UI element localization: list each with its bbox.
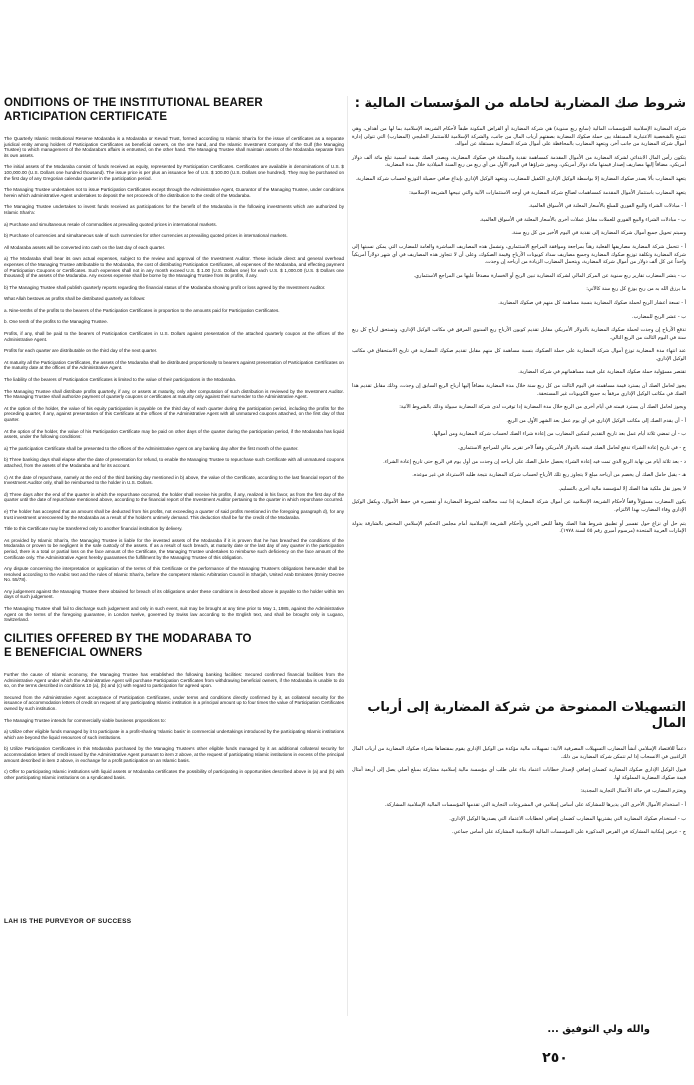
arabic-paragraph: هـ - يقبل حامل الصك أن يخصم من أرباحه مبلغ لا يتجاوز ربع تلك الأرباح لحساب شركة المضاربة نتيجة طلبه الاسترداد في غير موعده. bbox=[412, 472, 686, 479]
english-facilities-body bbox=[4, 672, 344, 780]
arabic-facilities-title: التسهيلات الممنوحة من شركة المضاربة إلى أرباب المال bbox=[367, 700, 686, 731]
arabic-paragraph: ويجوز لحامل الصك أن يسترد قيمته في أيام أخرى من الربع خلال مدة المضاربة إذا توفرت لدى شركة المضاربة سيولة وذلك بالشروط الآتية: bbox=[399, 404, 686, 411]
english-facilities-paragraph: The Managing Trustee intends for commercially viable business propositions to: bbox=[4, 717, 166, 723]
arabic-paragraph: يتكون رأس المال الابتدائي لشركة المضاربة من الأموال المقدمة كمساهمة نقدية والممثلة في صكوك المضاربة، ويصدر الصك بقيمة اسمية تبلغ مائة ألف دولار أمريكي، مضافاً إليها مصاريف إصدار قيمتها مائة دولار أمريكي، ويجوز شراؤها في اليوم الأول من أي ربع من ربع السنة الميلادية خلال مدة المضاربة. bbox=[352, 154, 686, 169]
english-facilities-paragraph: b) Utilize Participation Certificates in this Modaraba purchased by the Managing Trustee's other eligible funds managed by it as additional collateral security for accommodation letters of credit issued by the Administrative Agent pursuant to item 2 above, at the request of participating Islamic institutions in excess of the principal amount described in item 2 above, in exchange for a profit participation on an Islamic basis. bbox=[4, 746, 344, 763]
arabic-paragraph: أ - مبادلات الشراء والبيع الفوري للسلع بالأسعار المعلنة في الأسواق العالمية. bbox=[528, 203, 686, 210]
arabic-paragraph: يتم حل أي نزاع حول تفسير أو تطبيق شروط هذا الصك وفقاً للنص العربي وأحكام الشريعة الإسلامية أمام مجلس التحكيم الإسلامي المختص بالشارقة بدولة الإمارات العربية المتحدة (مرسوم أميري رقم ٥٥ لسنة ١٩٧٨). bbox=[352, 520, 686, 535]
english-paragraph: The initial assets of the Modaraba consist of funds received as equity, represented by Participation Certificates. Certificates are available in denominations of U.S. $ 100,000.00 (U.S. Dollars one hundred thousand). The issue price is per plus an issuance fee of U.S. $ 100.00 (U.S. Dollars one hundred). They may be purchased on the first day of any Gregorian calendar quarter in the participation period. bbox=[4, 164, 344, 181]
english-paragraph: e) The holder has accepted that an amount shall be deducted from his profits, not exceeding a quarter of said profits mentioned in the foregoing paragraph d), for any trust investment unrecovered by the Modaraba as a result of the holder's untimely demand. This deduction shall be for the credit of the Modaraba. bbox=[4, 508, 344, 520]
page-number: ٢٥٠ bbox=[542, 1050, 568, 1066]
english-paragraph: a. Nine-tenths of the profits to the bearers of the Participation Certificates in proportion to the amounts paid for Participation Certificates. bbox=[4, 307, 280, 313]
english-facilities-title-line-1: CILITIES OFFERED BY THE MODARABA TO bbox=[4, 633, 252, 645]
english-paragraph: Profits, if any, shall be paid to the bearers of Participation Certificates in U.S. Dollars against presentation of the attached quarterly coupon at the offices of the Administrative Agent. bbox=[4, 331, 344, 342]
english-facilities-paragraph: a) Utilize other eligible funds managed by it to participate in a profit-sharing 'Islamic basis' in commercial undertakings introduced by the participating Islamic institutions which are beyond the liquid resources of such institutions. bbox=[4, 729, 344, 740]
english-conditions-body bbox=[4, 136, 344, 623]
arabic-paragraph: وسيتم تحويل جميع أموال شركة المضاربة إلى نقدية في اليوم الأخير من كل ربع سنة. bbox=[511, 230, 686, 237]
english-paragraph: All Modaraba assets will be converted into cash on the last day of each quarter. bbox=[4, 244, 166, 250]
english-paragraph: The liability of the bearers of Participation Certificates is limited to the value of their participations in the Modaraba. bbox=[4, 377, 237, 383]
english-paragraph: At the option of the holder, the value of his Participation Certificate may be paid on other days of the quarter during the participation period, if the Modaraba has liquid assets, under the following conditions: bbox=[4, 428, 344, 440]
arabic-paragraph: ب - أن تمضي ثلاثة أيام عمل بعد تاريخ التقديم لتمكين المضارب من إعادة شراء الصك لحساب شركة المضاربة ومن أموالها. bbox=[432, 431, 686, 438]
english-paragraph: b) The Managing Trustee shall publish quarterly reports regarding the financial status of the Modaraba showing profit or loss agreed by the Investment Auditor. bbox=[4, 284, 326, 290]
arabic-paragraph: يتعهد المضارب باستثمار الأموال المقدمة كمساهمات لصالح شركة المضاربة في أوجه الاستثمارات الآتية والتي تبيحها الشريعة الإسلامية: bbox=[409, 189, 686, 196]
english-paragraph: As provided by Islamic Shari'a, the Managing Trustee is liable for the invested assets of the Modaraba if it is proven that he has breached the conditions of the Modaraba or proven to be negligent in the safe custody of the assets. If as a result of such breach, at maturity date or the last day of any quarter in the participation period, there is a total or partial loss on the face amount of the Certificate, the Managing Trustee undertakes to reimburse such deficiency on the face amount of the Certificate only. The Administrative Agent hereby guarantees the fulfillment by the Managing Trustee of this obligation. bbox=[4, 537, 344, 560]
arabic-paragraph: ما يرزق الله به من ربح يوزع كل ربع سنة كالآتي: bbox=[586, 286, 686, 293]
arabic-paragraph: أ - تتحمل شركة المضاربة مصاريفها الفعلية رهناً بمراجعة وموافقة المراجع الاستثماري، وتشمل هذه المصاريف المباشرة والعامة للمضارب التي يمكن نسبتها إلى شركة المضاربة وتكلفة توزيع صكوك المضاربة وجميع مصاريف سداد كوبونات الأرباح وقيمة الصكوك، وعلى أن لا تتجاوز هذه المصاريف في أي شهر دولاراً أمريكياً واحداً عن كل ألف دولار من أموال شركة المضاربة، ويتحمل المضارب الزيادة من أرباحه إن وجدت. bbox=[352, 243, 686, 266]
english-title bbox=[4, 96, 344, 124]
arabic-paragraph: يجوز لحامل الصك أن يسترد قيمة مساهمته في اليوم الثالث من كل ربع سنة خلال مدة المضاربة مضافاً إليها أرباح الربع السابق إن وجدت، وذلك مقابل تقديم هذا الصك في مكاتب الوكيل الإداري مرفقاً به جميع الكوبونات غير المستحقة. bbox=[352, 383, 686, 397]
arabic-conditions-column bbox=[352, 96, 686, 542]
arabic-facilities-paragraph: ج - عرض إمكانية المشاركة في الفرص المذكورة على المؤسسات المالية الإسلامية المشاركة على أساس جماعي. bbox=[452, 829, 686, 836]
arabic-paragraph: يتعهد المضارب بألا يصدر صكوك المضاربة إلا بواسطة الوكيل الإداري الكفيل للمضارب، ويتعهد الوكيل الإداري بإيداع صافي حصيلة التوزيع لحساب شركة المضاربة. bbox=[355, 175, 686, 182]
arabic-facilities-paragraph: قبول الوكيل الإداري صكوك المضاربة كضمان إضافي لإصدار خطابات اعتماد بناء على طلب أي مؤسسة مالية إسلامية مشاركة بمبلغ أصلي يصل إلى أربعة أمثال قيمة صكوك المضاربة المملوكة لها. bbox=[352, 767, 686, 781]
english-paragraph: b) Purchase of currencies and simultaneous sale of such currencies for other currencies at prevailing quoted prices in international markets. bbox=[4, 233, 288, 239]
arabic-paragraph: ج - في تاريخ إعادة الشراء تدفع لحامل الصك قيمته بالدولار الأمريكي وفقاً لآخر تقرير مالي للمراجع الاستثماري. bbox=[457, 445, 686, 452]
english-paragraph: c) At the date of repurchase, namely at the end of the third banking day mentioned in b) above, the value of the Certificate, according to the last financial report of the Investment Auditor only, shall be reimbursed to the holder in U.S. Dollars. bbox=[4, 474, 344, 486]
english-facilities-section bbox=[4, 632, 344, 786]
english-facilities-title bbox=[4, 632, 344, 660]
english-paragraph: Any judgement against the Managing Trustee there obtained for breach of its obligations under these conditions in described above is payable to the holder within ten days of such judgement. bbox=[4, 588, 344, 600]
arabic-paragraph: أ - أن يقدم الصك إلى مكاتب الوكيل الإداري في أي يوم عمل بعد الشهر الأول من الربع. bbox=[506, 417, 686, 424]
arabic-title: شروط صك المضاربة لحامله من المؤسسات المالية : bbox=[354, 96, 686, 111]
arabic-facilities-section bbox=[352, 700, 686, 843]
english-facilities-paragraph: Further the cause of Islamic economy, the Managing Trustee has established the following banking facilities: Secured confirmed financial facilities from the Administrative Agent under which the Administrative Agent will purchase Participation Certificates from withdrawing beneficial owners, if the Modaraba is unable to do so, on the terms described in conditions 10 (a), (b) and (c) with regard to participation for agreed upon. bbox=[4, 672, 344, 689]
arabic-facilities-paragraph: أ - استخدام الأموال الأخرى التي يديرها للمشاركة على أساس إسلامي في المشروعات التجارية التي تقدمها المؤسسات المالية الإسلامية المشاركة. bbox=[384, 801, 686, 808]
english-paragraph: d) Three days after the end of the quarter in which the repurchase occurred, the holder shall receive his profits, if any, realized in his favor, as from the first day of the quarter until the date of repurchase mentioned above, according to the financial report of the Investment Auditor pertaining to the quarter in which repurchase occurred. bbox=[4, 491, 344, 503]
arabic-paragraph: ب - مبادلات الشراء والبيع الفوري للعملات مقابل عملات أخرى بالأسعار المعلنة في الأسواق العالمية. bbox=[479, 216, 686, 223]
arabic-facilities-body bbox=[352, 746, 686, 837]
arabic-paragraph: أ - تسعة أعشار الربح لحملة صكوك المضاربة بنسبة مساهمة كل منهم في صكوك المضاربة. bbox=[498, 299, 686, 306]
english-conditions-column bbox=[4, 96, 344, 629]
english-paragraph: What Allah bestows as profits shall be distributed quarterly as follows: bbox=[4, 296, 146, 302]
arabic-facilities-paragraph: ويعتزم المضارب في حالة الأعمال التجارية المجدية: bbox=[580, 788, 686, 795]
english-paragraph: The Quarterly Islamic Institutional Reserve Modaraba is a Modaraba or Kevad Trust, formed according to Islamic Shari'a for the issue of certificates as a separate juridical entity among holders of Participation Certificates as beneficial owners, on the one hand, and the Islamic Investment Company of the Gulf (the Managing Trustee) to which management of the Modaraba's affairs is entrusted, on the other hand. The Managing Trustee shall maintain assets of the Modaraba separate from its own assets. bbox=[4, 136, 344, 158]
arabic-paragraph: يكون المضارب مسؤولاً وفقاً لأحكام الشريعة الإسلامية عن أموال شركة المضاربة إذا ثبت مخالفته لشروط المضاربة أو تقصيره في حفظ الأموال، ويكفل الوكيل الإداري وفاء المضارب بهذا الالتزام. bbox=[352, 499, 686, 513]
arabic-paragraph: د - بعد ثلاثة أيام من نهاية الربع الذي تمت فيه إعادة الشراء يحصل حامل الصك على أرباحه إن وجدت من أول يوم في الربع حتى تاريخ إعادة الشراء. bbox=[383, 458, 686, 465]
english-paragraph: b. One tenth of the profits to the Managing Trustee. bbox=[4, 319, 108, 325]
arabic-paragraph: عند انتهاء مدة المضاربة توزع أموال شركة المضاربة على حملة الصكوك بنسبة مساهمة كل منهم مقابل تقديم صكوك المضاربة في تاريخ الاستحقاق في مكاتب الوكيل الإداري. bbox=[352, 348, 686, 362]
english-paragraph: a) Purchase and simultaneous resale of commodities at prevailing quoted prices in international markets. bbox=[4, 221, 217, 227]
english-paragraph: Profits for each quarter are distributable on the third day of the next quarter. bbox=[4, 348, 158, 354]
arabic-facilities-paragraph: دعماً للاقتصاد الإسلامي أنشأ المضارب التسهيلات المصرفية الآتية: تسهيلات مالية مؤكدة من الوكيل الإداري يقوم بمقتضاها بشراء صكوك المضاربة من أرباب المال الراغبين في الانسحاب إذا لم تتمكن شركة المضاربة من ذلك. bbox=[352, 746, 686, 760]
english-paragraph: a) The participation Certificate shall be presented to the offices of the Administrative Agent on any banking day after the first month of the quarter. bbox=[4, 445, 299, 451]
english-paragraph: Any dispute concerning the interpretation or application of the terms of this Certificate or the performance of the Managing Trustee's obligations hereunder shall be resolved according to the Arabic text and the rules of Islamic Shari'a, before the competent Islamic Arbitration Council in Sharjah, United Arab Emirates (Emiry Decree No. 55/78). bbox=[4, 566, 344, 583]
arabic-conditions-body bbox=[352, 126, 686, 536]
column-divider bbox=[347, 96, 348, 1016]
arabic-paragraph: تقتصر مسؤولية حملة صكوك المضاربة على قيمة مساهماتهم في شركة المضاربة. bbox=[518, 369, 686, 376]
arabic-paragraph: شركة المضاربة الإسلامية للمؤسسات المالية (سابع ربع سنوية) هي شركة المضاربة أو القراض المكونة طبقاً لأحكام الشريعة الإسلامية بما لها من أهداف، وهي تتمتع بالشخصية الاعتبارية المستقلة بين حملة صكوك المضاربة بصفتهم أرباب المال من جانب، والشركة الإسلامية للاستثمار الخليجي (المضارب) التي تتولى إدارة أموال شركة المضاربة من جانب آخر، ويتعهد المضارب بالمحافظة على أموال شركة المضاربة مستقلة عن أمواله. bbox=[352, 126, 686, 148]
english-paragraph: At maturity all the Participation Certificates, the assets of the Modaraba shall be distributed proportionally to bearers against presentation of Participation Certificates on the maturity date at the offices of the Administrative Agent. bbox=[4, 359, 344, 371]
english-facilities-paragraph: Secured from the Administrative Agent acceptance of Participation Certificates, under terms and conditions directly confirmed by it, as collateral security for the issuance of accommodation letters of credit on request of any participating Islamic institution in a principal amount up to four times the value of Participation Certificates owned by such institution. bbox=[4, 694, 344, 711]
arabic-paragraph: ب - عشر الربح للمضارب. bbox=[631, 313, 686, 320]
english-paragraph: b) Three banking days shall elapse after the date of presentation for refund, to enable the Managing Trustee to repurchase such Certificate with all unmatured coupons attached, from the assets of the Modaraba and for its account. bbox=[4, 457, 344, 468]
arabic-paragraph: لا يجوز نقل ملكية هذا الصك إلا لمؤسسة مالية أخرى بالتسليم. bbox=[558, 485, 686, 492]
english-paragraph: Title to this Certificate may be transferred only to another financial institution by delivery. bbox=[4, 526, 183, 532]
english-paragraph: At the option of the holder, the value of his equity participation is payable on the third day of each quarter during the participation period, including the profits for the preceding quarter, if any, against presentation of this Certificate at the offices of the Administrative Agent with all unmatured coupons attached, on the first day of that quarter. bbox=[4, 405, 344, 422]
arabic-closing: والله ولي التوفيق ... bbox=[547, 1024, 650, 1035]
english-title-line-2: ARTICIPATION CERTIFICATE bbox=[4, 111, 168, 123]
english-facilities-paragraph: c) Offer to participating Islamic institutions with liquid assets or Modaraba certificates the possibility of participating in opportunities described above in (a) and (b) with other participating Islamic institutions on a syndicated basis. bbox=[4, 769, 344, 780]
arabic-facilities-paragraph: ب - استخدام صكوك المضاربة التي يشتريها المضارب كضمان إضافي لخطابات الاعتماد التي يصدرها الوكيل الإداري. bbox=[449, 815, 686, 822]
english-paragraph: The Managing Trustee shall distribute profits quarterly, if any, or assets at maturity, only after computation of such distribution is reviewed by the Investment Auditor. The Managing Trustee shall authorize payment of quarterly coupons or certificates at maturity only against their surrender to the Administrative Agent. bbox=[4, 388, 344, 400]
english-slogan: LAH IS THE PURVEYOR OF SUCCESS bbox=[4, 918, 132, 925]
english-paragraph: The Managing Trustee shall fail to discharge such judgement and only in such event, suit may be brought at any time prior to May 1, 1985, against the Administrative Agent on the terms of the foregoing guarantee, in London twelve, governed by Swiss law according to the English text, and shall be brought only in Lugano, Switzerland. bbox=[4, 606, 344, 623]
english-title-line-1: ONDITIONS OF THE INSTITUTIONAL BEARER bbox=[4, 97, 263, 109]
english-paragraph: The Managing Trustee undertakes not to issue Participation Certificates except through the Administrative Agent, Guarantor of the Managing Trustee, under conditions herein which administrative Agent undertakes to deposit the net proceeds of the distribution to the credit of the Modaraba. bbox=[4, 187, 344, 198]
arabic-paragraph: تدفع الأرباح إن وجدت لحملة صكوك المضاربة بالدولار الأمريكي مقابل تقديم كوبون الأرباح ربع السنوي المرفق في مكاتب الوكيل الإداري، وتستحق أرباح كل ربع سنة في اليوم الثالث من الربع التالي. bbox=[352, 327, 686, 341]
english-paragraph: The Managing Trustee undertakes to invest funds received as participations for the benefit of the Modaraba in the following investments which are authorized by Islamic Shari'a: bbox=[4, 204, 344, 215]
english-facilities-title-line-2: E BENEFICIAL OWNERS bbox=[4, 647, 143, 659]
arabic-paragraph: ب - ينشر المضارب تقارير ربع سنوية عن المركز المالي لشركة المضاربة تبين الربح أو الخسارة مصدقاً عليها من المراجع الاستثماري. bbox=[413, 272, 686, 279]
english-paragraph: a) The Modaraba shall bear its own actual expenses, subject to the review and approval of the Investment Auditor. These include direct and general overhead expenses of the Managing Trustee attributable to the Modaraba, the cost of distributing Participation Certificates, all expenses of the Modaraba, and effecting payment of Participation Coupons or Certificates. Such expenses shall not in any month exceed U.S. $ 1.00 (U.S. Dollars one) for each U.S. $ 1,000.00 (U.S. $ Dollars one thousand) of the assets of the Modaraba. Any excess expense shall be borne by the Managing Trustee from its profits, if any. bbox=[4, 256, 344, 279]
